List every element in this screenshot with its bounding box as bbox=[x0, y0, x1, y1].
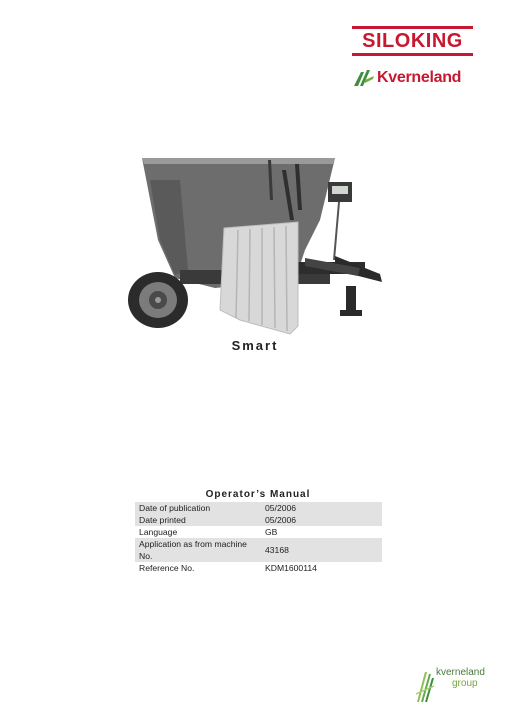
group-logo-text-2: group bbox=[452, 678, 478, 689]
kverneland-group-emblem-icon bbox=[414, 664, 438, 704]
kverneland-logo bbox=[352, 66, 478, 92]
table-row bbox=[135, 502, 382, 514]
row-value: 43168 bbox=[261, 538, 382, 562]
siloking-logo-text: SILOKING bbox=[362, 30, 463, 52]
group-logo-text-1: kverneland bbox=[436, 667, 485, 678]
logo-bar-top bbox=[352, 26, 473, 29]
kverneland-emblem-icon bbox=[352, 66, 376, 90]
kverneland-group-logo bbox=[414, 664, 494, 704]
row-label: Date of publication bbox=[135, 502, 261, 514]
table-row bbox=[135, 562, 382, 574]
row-value: 05/2006 bbox=[261, 502, 382, 514]
row-label: Language bbox=[139, 527, 178, 537]
kverneland-logo-text: Kverneland bbox=[377, 69, 462, 86]
row-label: Application as from machine No. bbox=[135, 538, 261, 562]
row-label: Date printed bbox=[135, 514, 261, 526]
product-name: Smart bbox=[231, 338, 279, 353]
row-value: KDM1600114 bbox=[265, 563, 317, 573]
row-value: 05/2006 bbox=[261, 514, 382, 526]
row-label: Reference No. bbox=[139, 563, 195, 573]
row-value: GB bbox=[265, 527, 278, 537]
product-photo bbox=[120, 150, 400, 340]
table-row bbox=[135, 538, 382, 562]
siloking-logo bbox=[352, 26, 473, 56]
manual-info-table bbox=[135, 502, 382, 574]
manual-title: Operator’s Manual bbox=[205, 489, 311, 500]
table-row bbox=[135, 514, 382, 526]
logo-bar-bottom bbox=[352, 53, 473, 56]
table-row bbox=[135, 526, 382, 538]
